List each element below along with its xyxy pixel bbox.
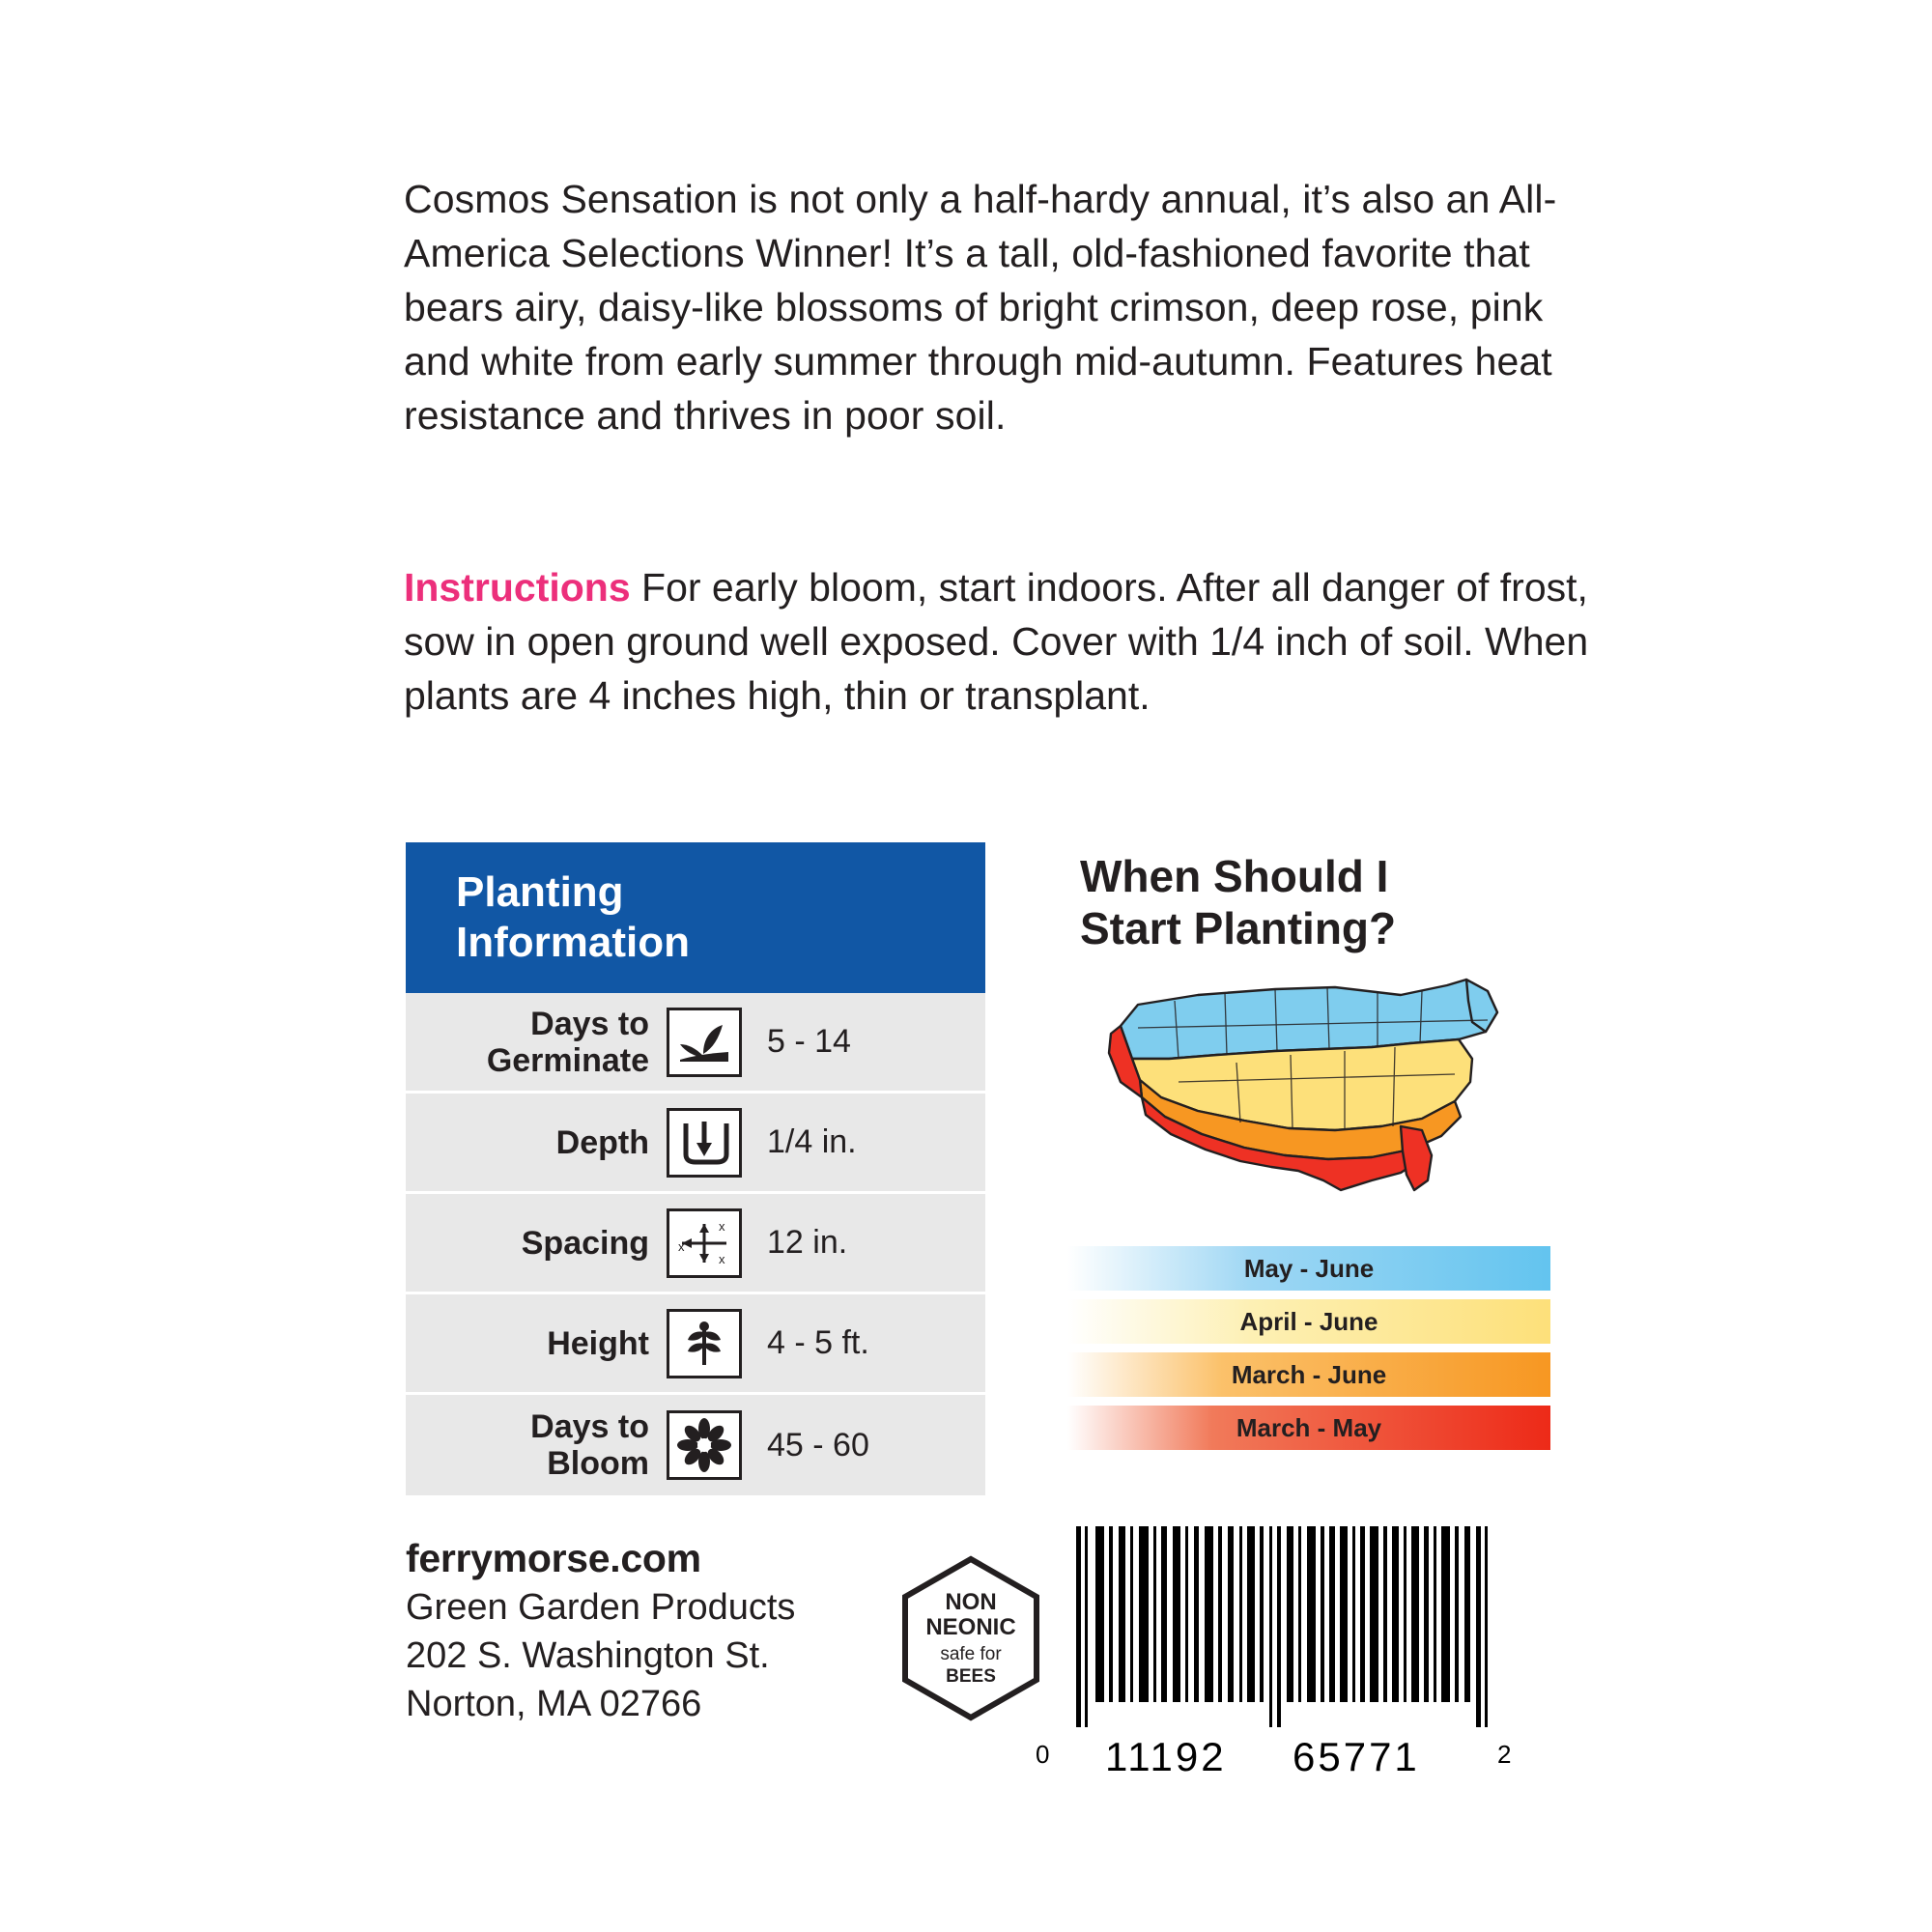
usa-planting-zone-map [1082,966,1565,1208]
row-label-line1: Spacing [521,1224,649,1262]
svg-text:x: x [678,1238,685,1254]
address-line-1: 202 S. Washington St. [406,1635,770,1676]
row-label [406,1124,667,1161]
row-value: 4 - 5 ft. [767,1324,869,1361]
instructions-text: For early bloom, start indoors. After all danger of frost, sow in open ground well exposed. Cover with 1/4 inch of soil. When plants are 4 inches high, thin or transplant. [404,565,1589,718]
planting-information-table [406,842,985,1495]
legend-label: May - June [1243,1253,1375,1283]
barcode-group-1: 11192 [1105,1734,1227,1779]
row-label-line2: Bloom [547,1445,649,1482]
svg-text:x: x [719,1218,725,1234]
brand-block [406,1536,947,1726]
legend-label: April - June [1239,1306,1378,1336]
barcode-bars [1072,1526,1526,1727]
non-neonic-badge-text [898,1555,1043,1721]
row-label-line2: Germinate [486,1041,649,1079]
legend-item-march-june [1067,1352,1550,1397]
barcode-digits [1036,1734,1575,1779]
legend-label: March - June [1231,1359,1387,1389]
legend-label: March - May [1236,1412,1382,1442]
svg-text:x: x [719,1251,725,1266]
row-label-line1: Height [547,1324,649,1362]
row-label-line1: Days to [530,1005,649,1042]
sprout-icon [667,1008,742,1077]
depth-arrow-icon [667,1108,742,1178]
product-description: Cosmos Sensation is not only a half-hardy annual, it’s also an All-America Selections Winner! It’s a tall, old-fashioned favorite that bears airy, daisy-like blossoms of bright crimson, deep rose, pink and white from early summer through mid-autumn. Features heat resistance and thrives in poor soil. [404,177,1557,438]
planting-map-heading-line1: When Should I [1080,851,1389,901]
non-neonic-badge [898,1555,1043,1721]
planting-information-header [406,842,985,993]
row-label [406,1408,667,1482]
barcode-group-2: 65771 [1293,1734,1420,1779]
row-label-line1: Depth [555,1123,649,1161]
row-label [406,1006,667,1079]
badge-line-4: BEES [946,1665,996,1687]
planting-map-heading [1080,850,1582,954]
row-label [406,1325,667,1362]
spacing-arrows-icon [667,1208,742,1278]
table-row [406,993,985,1094]
row-value: 1/4 in. [767,1123,857,1160]
barcode-right-digit: 2 [1497,1740,1515,1769]
flower-icon [667,1410,742,1480]
instructions-label: Instructions [404,565,631,610]
barcode-left-digit: 0 [1036,1740,1053,1769]
row-label [406,1225,667,1262]
table-row [406,1294,985,1395]
website-text: ferrymorse.com [406,1536,701,1580]
table-row [406,1094,985,1194]
table-row [406,1194,985,1294]
planting-map-legend [1067,1246,1550,1459]
legend-item-may-june [1067,1246,1550,1291]
badge-line-2: NEONIC [925,1613,1016,1640]
table-row [406,1395,985,1495]
row-value: 45 - 60 [767,1426,869,1463]
row-label-line1: Days to [530,1408,649,1445]
barcode [1036,1526,1575,1779]
legend-item-march-may [1067,1406,1550,1450]
instructions-paragraph [404,560,1592,723]
row-value: 12 in. [767,1224,848,1261]
planting-map-heading-line2: Start Planting? [1080,903,1397,953]
legend-item-april-june [1067,1299,1550,1344]
badge-line-1: NON [945,1588,997,1615]
company-name: Green Garden Products [406,1587,796,1628]
row-value: 5 - 14 [767,1023,851,1060]
badge-line-3: safe for [940,1643,1002,1664]
plant-height-icon [667,1309,742,1378]
planting-information-title-line2: Information [456,919,690,966]
planting-information-title-line1: Planting [456,868,624,916]
address-line-2: Norton, MA 02766 [406,1684,702,1724]
